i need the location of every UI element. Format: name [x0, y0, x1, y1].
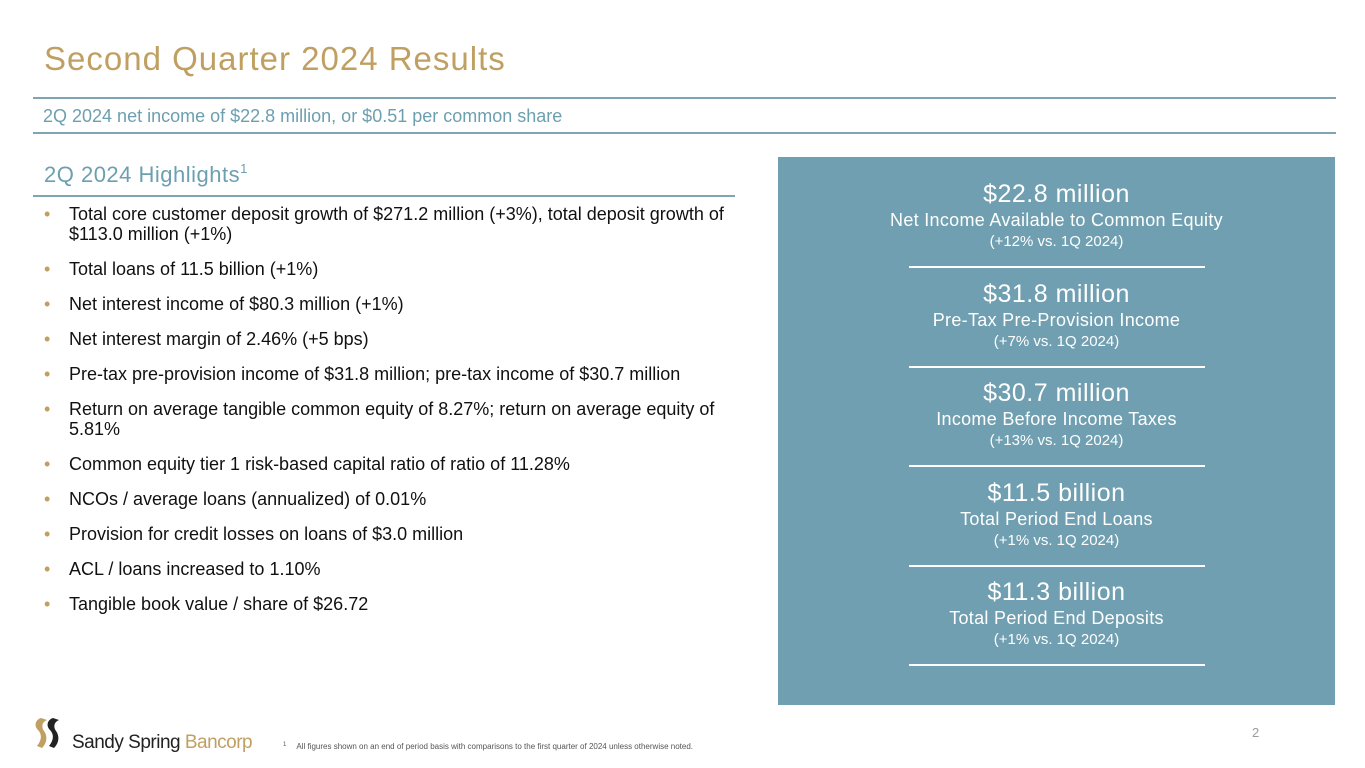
- bullet-icon: •: [44, 204, 51, 224]
- footnote-reference: 1: [240, 161, 248, 176]
- highlight-text: Provision for credit losses on loans of $3.0 million: [69, 524, 464, 544]
- bullet-icon: •: [44, 329, 51, 349]
- highlight-item: [44, 454, 724, 474]
- bullet-icon: •: [44, 559, 51, 579]
- highlights-list: [44, 204, 724, 629]
- slide-subtitle: 2Q 2024 net income of $22.8 million, or $0.51 per common share: [43, 106, 563, 126]
- highlights-heading: [44, 161, 248, 188]
- metric-income-before-taxes: [778, 378, 1335, 467]
- bullet-icon: •: [44, 364, 51, 384]
- highlight-item: [44, 259, 724, 279]
- metric-label: Pre-Tax Pre-Provision Income: [932, 310, 1181, 330]
- metric-value: $31.8 million: [983, 280, 1130, 308]
- highlight-text: NCOs / average loans (annualized) of 0.01%: [69, 489, 427, 509]
- footnote-text: All figures shown on an end of period basis with comparisons to the first quarter of 2024 unless otherwise noted.: [296, 742, 694, 751]
- bullet-icon: •: [44, 489, 51, 509]
- highlight-item: [44, 399, 724, 439]
- logo-wordmark: [72, 732, 252, 754]
- highlight-item: [44, 204, 724, 244]
- highlight-item: [44, 489, 724, 509]
- bullet-icon: •: [44, 294, 51, 314]
- key-metrics-panel: [778, 157, 1335, 705]
- metric-value: $30.7 million: [983, 379, 1130, 407]
- metric-value: $22.8 million: [983, 180, 1130, 208]
- bullet-icon: •: [44, 399, 51, 419]
- bullet-icon: •: [44, 594, 51, 614]
- bullet-icon: •: [44, 524, 51, 544]
- highlight-item: [44, 594, 724, 614]
- highlight-text: ACL / loans increased to 1.10%: [69, 559, 321, 579]
- metric-divider: [909, 664, 1205, 666]
- metric-net-income: [778, 179, 1335, 268]
- highlight-text: Pre-tax pre-provision income of $31.8 million; pre-tax income of $30.7 million: [69, 364, 681, 384]
- bullet-icon: •: [44, 259, 51, 279]
- bullet-icon: •: [44, 454, 51, 474]
- footnote: [283, 742, 693, 751]
- metric-change: (+13% vs. 1Q 2024): [989, 432, 1124, 449]
- metric-pre-tax-pre-provision: [778, 279, 1335, 368]
- page-number: 2: [1252, 725, 1260, 740]
- metric-period-end-loans: [778, 478, 1335, 567]
- metric-change: (+1% vs. 1Q 2024): [993, 532, 1120, 549]
- metric-value: $11.5 billion: [987, 479, 1126, 507]
- company-logo: [33, 716, 273, 752]
- metric-label: Total Period End Loans: [960, 509, 1153, 529]
- logo-text-accent: Bancorp: [184, 732, 253, 753]
- metric-divider: [909, 465, 1205, 467]
- highlight-item: [44, 294, 724, 314]
- highlight-text: Total core customer deposit growth of $271.2 million (+3%), total deposit growth of $113.0 million (+1%): [69, 204, 724, 244]
- metric-change: (+7% vs. 1Q 2024): [993, 333, 1120, 350]
- metric-period-end-deposits: [778, 577, 1335, 666]
- highlight-text: Total loans of 11.5 billion (+1%): [69, 259, 319, 279]
- highlight-text: Return on average tangible common equity of 8.27%; return on average equity of 5.81%: [69, 399, 715, 439]
- highlight-text: Net interest margin of 2.46% (+5 bps): [69, 329, 369, 349]
- highlight-item: [44, 524, 724, 544]
- metric-change: (+1% vs. 1Q 2024): [993, 631, 1120, 648]
- subtitle-divider: [33, 132, 1336, 134]
- metric-divider: [909, 266, 1205, 268]
- highlight-text: Common equity tier 1 risk-based capital ratio of ratio of 11.28%: [69, 454, 570, 474]
- metric-change: (+12% vs. 1Q 2024): [989, 233, 1124, 250]
- logo-mark-icon: [33, 716, 69, 750]
- footnote-marker: 1: [283, 742, 287, 748]
- metric-label: Total Period End Deposits: [949, 608, 1164, 628]
- highlights-heading-text: 2Q 2024 Highlights: [44, 162, 241, 187]
- metric-divider: [909, 366, 1205, 368]
- highlight-item: [44, 364, 724, 384]
- logo-text-main: Sandy Spring: [72, 732, 181, 753]
- highlights-divider: [33, 195, 735, 197]
- highlight-text: Net interest income of $80.3 million (+1%): [69, 294, 404, 314]
- metric-label: Net Income Available to Common Equity: [890, 210, 1223, 230]
- highlight-text: Tangible book value / share of $26.72: [69, 594, 369, 614]
- metric-label: Income Before Income Taxes: [936, 409, 1177, 429]
- metric-value: $11.3 billion: [987, 578, 1126, 606]
- metric-divider: [909, 565, 1205, 567]
- title-divider: [33, 97, 1336, 99]
- highlight-item: [44, 559, 724, 579]
- highlight-item: [44, 329, 724, 349]
- slide-title: Second Quarter 2024 Results: [44, 40, 506, 77]
